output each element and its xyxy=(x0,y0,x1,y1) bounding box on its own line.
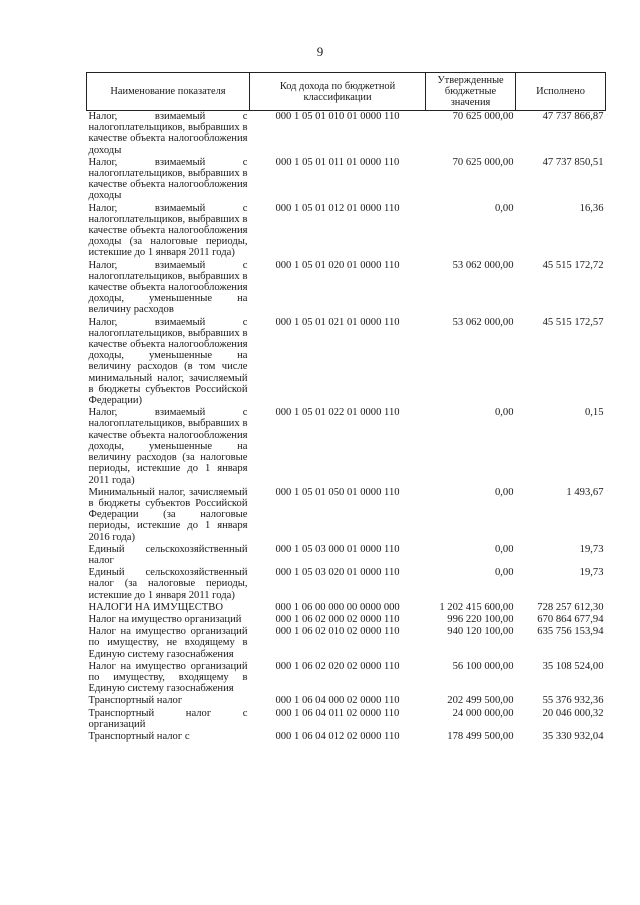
table-row xyxy=(87,695,606,707)
row-code: 000 1 05 01 022 01 0000 110 xyxy=(275,407,400,419)
row-approved: 70 625 000,00 xyxy=(452,156,514,168)
row-approved: 53 062 000,00 xyxy=(452,259,514,271)
row-name: Транспортный налог с xyxy=(88,730,190,742)
row-name: Налог, взимаемый с налогоплательщиков, выбравших в качестве объекта налогообложения доходы xyxy=(88,156,248,202)
row-executed: 20 046 000,32 xyxy=(542,707,604,719)
row-name: Единый сельскохозяйственный налог (за налоговые периоды, истекшие до 1 января 2011 года) xyxy=(88,567,248,601)
row-approved: 202 499 500,00 xyxy=(447,695,514,707)
row-name: Налог, взимаемый с налогоплательщиков, выбравших в качестве объекта налогообложения доходы, уменьшенные на величину расходов (в том числе минимальный налог, зачисляемый в бюджеты субъектов Российской Федерации) xyxy=(88,316,248,407)
row-executed: 35 108 524,00 xyxy=(542,660,604,672)
row-approved: 996 220 100,00 xyxy=(447,613,514,625)
row-approved: 178 499 500,00 xyxy=(447,730,514,742)
row-code: 000 1 05 01 050 01 0000 110 xyxy=(275,486,400,498)
row-name: Единый сельскохозяйственный налог xyxy=(88,543,248,566)
table-row xyxy=(87,260,606,317)
row-executed: 728 257 612,30 xyxy=(537,601,604,613)
table-row xyxy=(87,407,606,486)
row-code: 000 1 05 01 012 01 0000 110 xyxy=(275,202,400,214)
row-approved: 1 202 415 600,00 xyxy=(439,601,514,613)
table-row xyxy=(87,614,606,626)
row-code: 000 1 05 01 010 01 0000 110 xyxy=(275,111,400,122)
table-row xyxy=(87,157,606,203)
header-approved: Утвержденные бюджетные значения xyxy=(426,73,516,111)
row-name: НАЛОГИ НА ИМУЩЕСТВО xyxy=(88,601,223,613)
row-name: Транспортный налог с организаций xyxy=(88,707,248,730)
row-code: 000 1 05 01 011 01 0000 110 xyxy=(275,156,400,168)
header-name: Наименование показателя xyxy=(87,73,250,111)
row-approved: 53 062 000,00 xyxy=(452,316,514,328)
table-row xyxy=(87,203,606,260)
header-code: Код дохода по бюджетной классификации xyxy=(250,73,426,111)
row-approved: 0,00 xyxy=(494,486,514,498)
row-executed: 0,15 xyxy=(584,407,604,419)
table-row xyxy=(87,708,606,731)
row-code: 000 1 06 02 020 02 0000 110 xyxy=(275,660,400,672)
table-row xyxy=(87,731,606,743)
row-code: 000 1 06 04 012 02 0000 110 xyxy=(275,730,400,742)
row-name: Налог, взимаемый с налогоплательщиков, выбравших в качестве объекта налогообложения доходы, уменьшенные на величину расходов (за налоговые периоды, истекшие до 1 января 2011 года) xyxy=(88,407,248,486)
row-name: Налог, взимаемый с налогоплательщиков, выбравших в качестве объекта налогообложения доходы, уменьшенные на величину расходов xyxy=(88,259,248,316)
row-code: 000 1 05 03 020 01 0000 110 xyxy=(275,567,400,579)
table-row xyxy=(87,111,606,157)
row-code: 000 1 05 01 021 01 0000 110 xyxy=(275,316,400,328)
row-name: Налог на имущество организаций xyxy=(88,613,242,625)
row-name: Минимальный налог, зачисляемый в бюджеты субъектов Российской Федерации (за налоговые периоды, истекшие до 1 января 2016 года) xyxy=(88,486,248,543)
row-code: 000 1 06 02 000 02 0000 110 xyxy=(275,613,400,625)
table-row xyxy=(87,626,606,661)
row-executed: 45 515 172,57 xyxy=(542,316,604,328)
row-approved: 0,00 xyxy=(494,202,514,214)
table-header-row xyxy=(87,73,606,111)
row-approved: 0,00 xyxy=(494,543,514,555)
row-name: Налог на имущество организаций по имуществу, не входящему в Единую систему газоснабжения xyxy=(88,626,248,660)
row-approved: 0,00 xyxy=(494,567,514,579)
row-executed: 19,73 xyxy=(579,567,604,579)
row-code: 000 1 05 01 020 01 0000 110 xyxy=(275,259,400,271)
row-code: 000 1 06 04 000 02 0000 110 xyxy=(275,695,400,707)
table-row xyxy=(87,567,606,602)
row-executed: 47 737 866,87 xyxy=(542,111,604,122)
row-executed: 1 493,67 xyxy=(566,486,604,498)
row-executed: 635 756 153,94 xyxy=(537,626,604,638)
table-row xyxy=(87,661,606,696)
table-row xyxy=(87,317,606,408)
row-code: 000 1 05 03 000 01 0000 110 xyxy=(275,543,400,555)
row-approved: 70 625 000,00 xyxy=(452,111,514,122)
row-approved: 0,00 xyxy=(494,407,514,419)
budget-table xyxy=(86,72,606,743)
row-executed: 19,73 xyxy=(579,543,604,555)
row-executed: 47 737 850,51 xyxy=(542,156,604,168)
row-name: Налог на имущество организаций по имуществу, входящему в Единую систему газоснабжения xyxy=(88,660,248,695)
row-approved: 56 100 000,00 xyxy=(452,660,514,672)
table-row xyxy=(87,602,606,614)
row-name: Налог, взимаемый с налогоплательщиков, выбравших в качестве объекта налогообложения доходы xyxy=(88,111,248,156)
row-executed: 670 864 677,94 xyxy=(537,613,604,625)
row-name: Налог, взимаемый с налогоплательщиков, выбравших в качестве объекта налогообложения доходы (за налоговые периоды, истекшие до 1 января 2011 года) xyxy=(88,202,248,259)
row-executed: 45 515 172,72 xyxy=(542,259,604,271)
table-body xyxy=(87,111,606,744)
row-name: Транспортный налог xyxy=(88,695,183,707)
row-approved: 24 000 000,00 xyxy=(452,707,514,719)
row-executed: 55 376 932,36 xyxy=(542,695,604,707)
header-executed: Исполнено xyxy=(516,73,606,111)
row-code: 000 1 06 02 010 02 0000 110 xyxy=(275,626,400,638)
table-row xyxy=(87,544,606,567)
row-code: 000 1 06 00 000 00 0000 000 xyxy=(275,601,400,613)
row-executed: 16,36 xyxy=(579,202,604,214)
row-executed: 35 330 932,04 xyxy=(542,730,604,742)
table-row xyxy=(87,487,606,544)
page-number: 9 xyxy=(316,44,324,59)
row-code: 000 1 06 04 011 02 0000 110 xyxy=(275,707,400,719)
row-approved: 940 120 100,00 xyxy=(447,626,514,638)
